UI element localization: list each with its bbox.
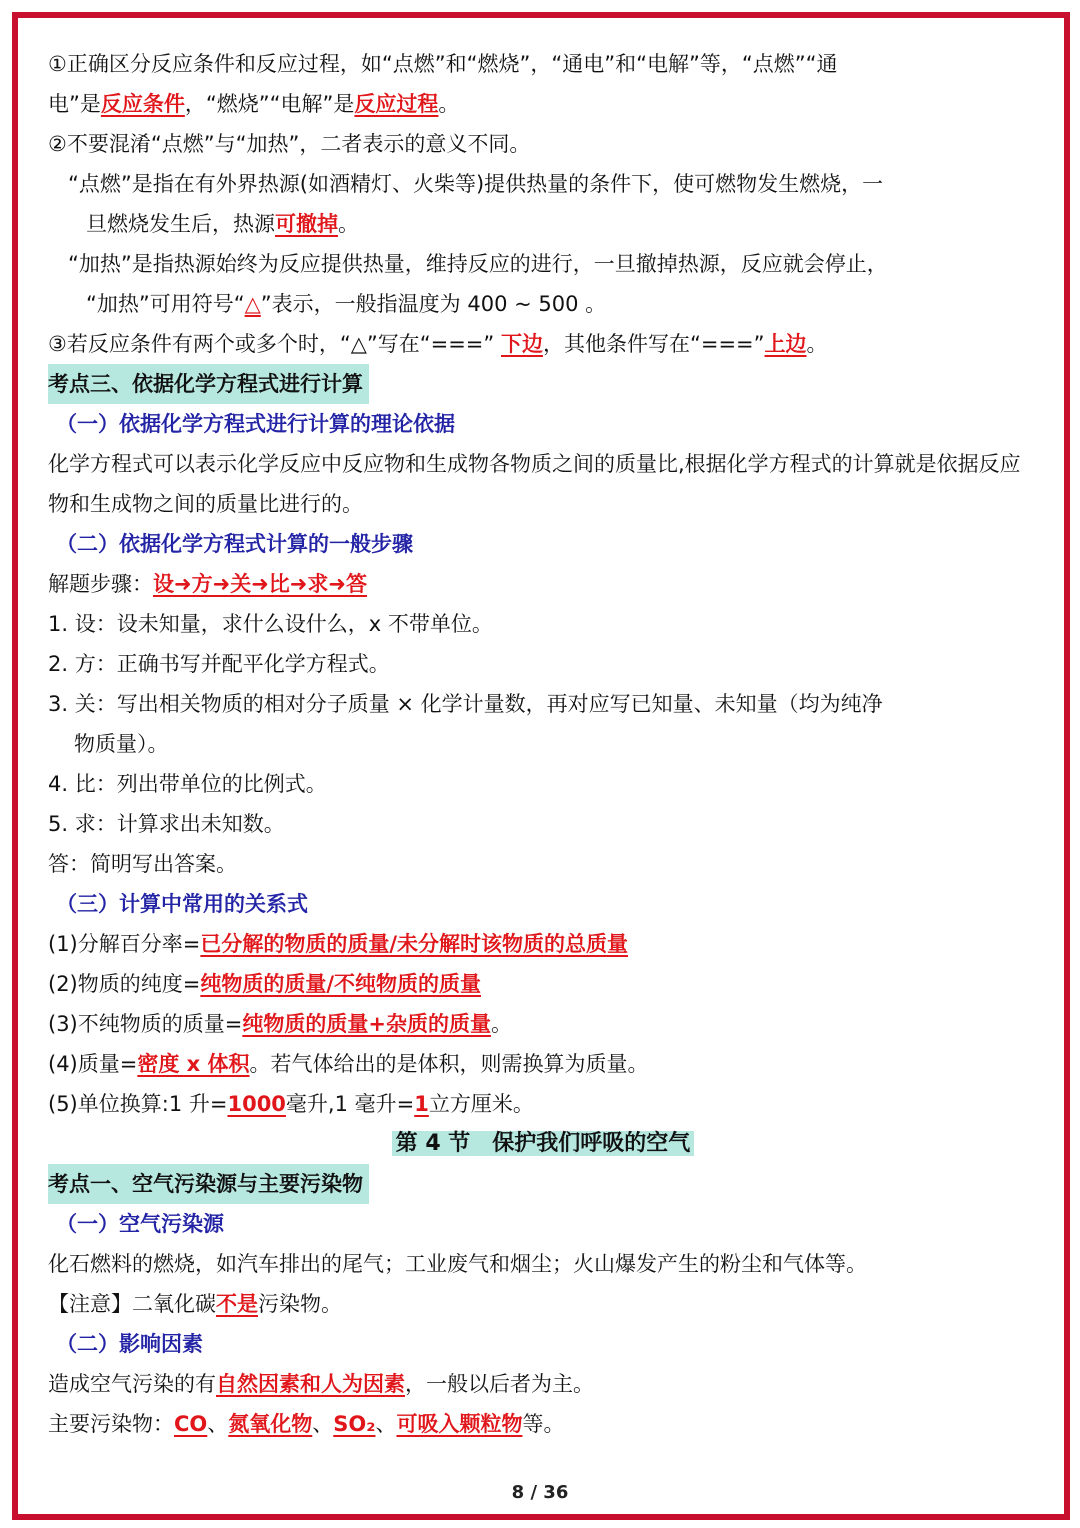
text: 毫升,1 毫升= [285,1092,415,1116]
subheading: （二）影响因素 [56,1332,203,1356]
text-line [48,164,1038,204]
text: “点燃”是指在有外界热源(如酒精灯、火柴等)提供热量的条件下，使可燃物发生燃烧，一 [68,172,884,196]
text-line [48,564,1038,604]
step-item: 物质量）。 [74,732,169,756]
text: (1)分解百分率= [48,932,201,956]
subheading: （三）计算中常用的关系式 [56,892,308,916]
paragraph: 化学方程式可以表示化学反应中反应物和生成物各物质之间的质量比,根据化学方程式的计算就是依据反应物和生成物之间的质量比进行的。 [48,452,1021,516]
answer-blank: 1 [414,1092,429,1116]
topic-heading-row [48,1164,1038,1204]
step-item: 5. 求：计算求出未知数。 [48,812,285,836]
text: 旦燃烧发生后，热源 [86,212,275,236]
subheading: （一）空气污染源 [56,1212,224,1236]
answer-blank: △ [244,292,261,316]
text-line [48,1364,1038,1404]
text: ②不要混淆“点燃”与“加热”，二者表示的意义不同。 [48,132,531,156]
subheading: （一）依据化学方程式进行计算的理论依据 [56,412,455,436]
answer-blank: 纯物质的质量/不纯物质的质量 [200,972,482,996]
step-item: 3. 关：写出相关物质的相对分子质量 × 化学计量数，再对应写已知量、未知量（均为纯净 [48,692,883,716]
text: “加热”是指热源始终为反应提供热量，维持反应的进行，一旦撤掉热源，反应就会停止， [68,252,888,276]
text: (5)单位换算:1 升= [48,1092,228,1116]
subheading: （二）依据化学方程式计算的一般步骤 [56,532,413,556]
text: ③若反应条件有两个或多个时，“△”写在“===” [48,332,501,356]
text: 、 [375,1412,397,1436]
topic-heading: 考点一、空气污染源与主要污染物 [48,1164,369,1204]
text: ，其他条件写在“===” [542,332,765,356]
answer-blank: 可吸入颗粒物 [396,1412,523,1436]
answer-blank: 不是 [216,1292,258,1316]
text: 。 [490,1012,512,1036]
formula-line [48,1084,1038,1124]
answer-blank: CO [174,1412,208,1436]
text: (3)不纯物质的质量= [48,1012,243,1036]
text: 等。 [522,1412,565,1436]
text: 、 [312,1412,334,1436]
answer-blank: 反应过程 [354,92,439,116]
text: (2)物质的纯度= [48,972,201,996]
text: ，一般以后者为主。 [405,1372,594,1396]
text-line [48,84,1038,124]
step-item: 4. 比：列出带单位的比例式。 [48,772,327,796]
text: ”表示，一般指温度为 400 ~ 500 。 [260,292,607,316]
text: 、 [207,1412,229,1436]
text-line [48,124,1038,164]
page-number: 8 / 36 [511,1482,569,1503]
text-line [48,244,1038,284]
topic-heading: 考点三、依据化学方程式进行计算 [48,364,369,404]
formula-line [48,964,1038,1004]
text: 解题步骤： [48,572,153,596]
text: ，“燃烧”“电解”是 [184,92,355,116]
answer-blank: SO₂ [333,1412,376,1436]
text: 。 [438,92,460,116]
formula-line [48,1004,1038,1044]
text-line [48,44,1038,84]
paragraph: 化石燃料的燃烧，如汽车排出的尾气；工业废气和烟尘；火山爆发产生的粉尘和气体等。 [48,1252,867,1276]
text: 造成空气污染的有 [48,1372,216,1396]
text-line [48,324,1038,364]
step-item: 2. 方：正确书写并配平化学方程式。 [48,652,390,676]
answer-blank: 可撤掉 [275,212,338,236]
text: (4)质量= [48,1052,138,1076]
formula-line [48,1044,1038,1084]
answer-blank: 纯物质的质量+杂质的质量 [242,1012,491,1036]
step-item: 1. 设：设未知量，求什么设什么，x 不带单位。 [48,612,493,636]
step-item: 答：简明写出答案。 [48,852,237,876]
answer-blank: 1000 [227,1092,286,1116]
answer-blank: 上边 [764,332,807,356]
answer-blank: 已分解的物质的质量/未分解时该物质的总质量 [200,932,629,956]
answer-blank: 设➜方➜关➜比➜求➜答 [153,572,367,596]
text: ①正确区分反应条件和反应过程，如“点燃”和“燃烧”，“通电”和“电解”等，“点燃”“通 [48,52,838,76]
section-title: 第 4 节 保护我们呼吸的空气 [392,1131,695,1156]
text: 主要污染物： [48,1412,174,1436]
answer-blank: 氮氧化物 [228,1412,313,1436]
section-title-row [48,1124,1038,1164]
text-line [48,204,1038,244]
text: 。若气体给出的是体积，则需换算为质量。 [249,1052,649,1076]
text: 【注意】二氧化碳 [48,1292,216,1316]
answer-blank: 密度 x 体积 [137,1052,250,1076]
text-line [48,1404,1038,1444]
text-line [48,284,1038,324]
document-body [48,44,1038,1444]
text: “加热”可用符号“ [86,292,245,316]
answer-blank: 自然因素和人为因素 [216,1372,405,1396]
text: 电”是 [48,92,101,116]
text: 。 [806,332,828,356]
text: 。 [338,212,359,236]
text: 污染物。 [258,1292,342,1316]
formula-line [48,924,1038,964]
answer-blank: 下边 [500,332,543,356]
note-line [48,1284,1038,1324]
text: 立方厘米。 [428,1092,534,1116]
topic-heading-row [48,364,1038,404]
answer-blank: 反应条件 [100,92,185,116]
